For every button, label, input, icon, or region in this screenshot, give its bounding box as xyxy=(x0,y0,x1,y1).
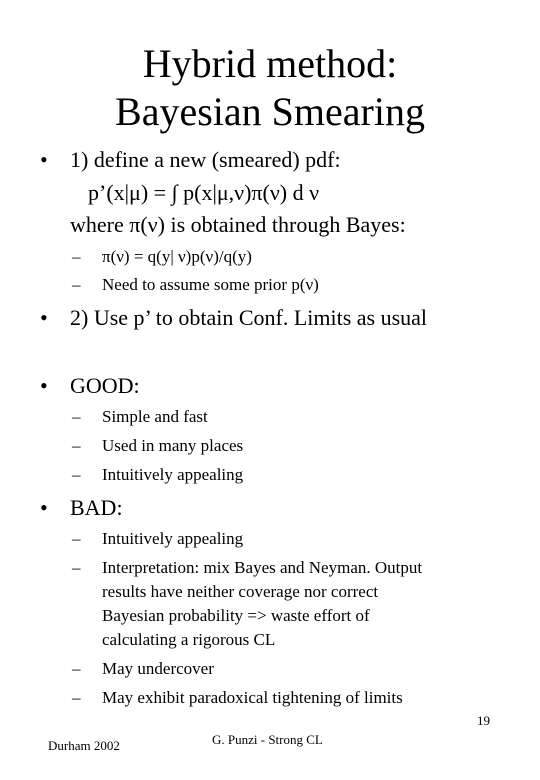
bad-item-continuation: Bayesian probability => waste effort of xyxy=(102,606,370,625)
bad-item-continuation: results have neither coverage nor correct xyxy=(102,582,379,601)
good-item-text: Simple and fast xyxy=(102,407,208,426)
footer-left: Durham 2002 xyxy=(48,738,120,753)
bullet-good xyxy=(40,373,140,399)
bad-item: – Intuitively appealing xyxy=(72,529,244,548)
bullet-1-text: 1) define a new (smeared) pdf: xyxy=(70,147,341,172)
slide-title-line1: Hybrid method: xyxy=(142,41,398,86)
bullet-dot: • xyxy=(40,147,48,172)
bullet-1 xyxy=(40,147,341,173)
sub-item-bayes-formula: – π(ν) = q(y| ν)p(ν)/q(y) xyxy=(72,247,252,266)
bullet-2 xyxy=(40,305,427,331)
bad-label: BAD: xyxy=(70,495,123,520)
bad-item-text: Intuitively appealing xyxy=(102,529,244,548)
bullet-dot: • xyxy=(40,305,48,330)
sub-item-prior: – Need to assume some prior p(ν) xyxy=(72,275,319,294)
good-item: – Simple and fast xyxy=(72,407,208,426)
slide-title-line2: Bayesian Smearing xyxy=(115,89,425,134)
bad-item: – May exhibit paradoxical tightening of limits xyxy=(72,688,403,707)
where-line: where π(ν) is obtained through Bayes: xyxy=(70,212,406,237)
bullet-bad xyxy=(40,495,123,521)
page-number: 19 xyxy=(477,713,490,728)
bad-item: – May undercover xyxy=(72,659,214,678)
bad-item-text: May undercover xyxy=(102,659,214,678)
bad-item-text: May exhibit paradoxical tightening of limits xyxy=(102,688,403,707)
sub-item-text: Need to assume some prior p(ν) xyxy=(102,275,319,294)
bullet-dot: • xyxy=(40,373,48,398)
good-item-text: Used in many places xyxy=(102,436,244,455)
bad-item-interpretation: – Interpretation: mix Bayes and Neyman. Output xyxy=(72,558,423,577)
footer-center: G. Punzi - Strong CL xyxy=(212,732,323,747)
smeared-pdf-formula: p’(x|μ) = ∫ p(x|μ,ν)π(ν) d ν xyxy=(88,180,320,205)
good-label: GOOD: xyxy=(70,373,140,398)
good-item: – Used in many places xyxy=(72,436,244,455)
bullet-2-text: 2) Use p’ to obtain Conf. Limits as usual xyxy=(70,305,428,330)
bullet-dot: • xyxy=(40,495,48,520)
sub-item-text: π(ν) = q(y| ν)p(ν)/q(y) xyxy=(102,247,252,266)
good-item-text: Intuitively appealing xyxy=(102,465,244,484)
bad-item-text: Interpretation: mix Bayes and Neyman. Output xyxy=(102,558,423,577)
good-item: – Intuitively appealing xyxy=(72,465,244,484)
bad-item-continuation: calculating a rigorous CL xyxy=(102,630,276,649)
